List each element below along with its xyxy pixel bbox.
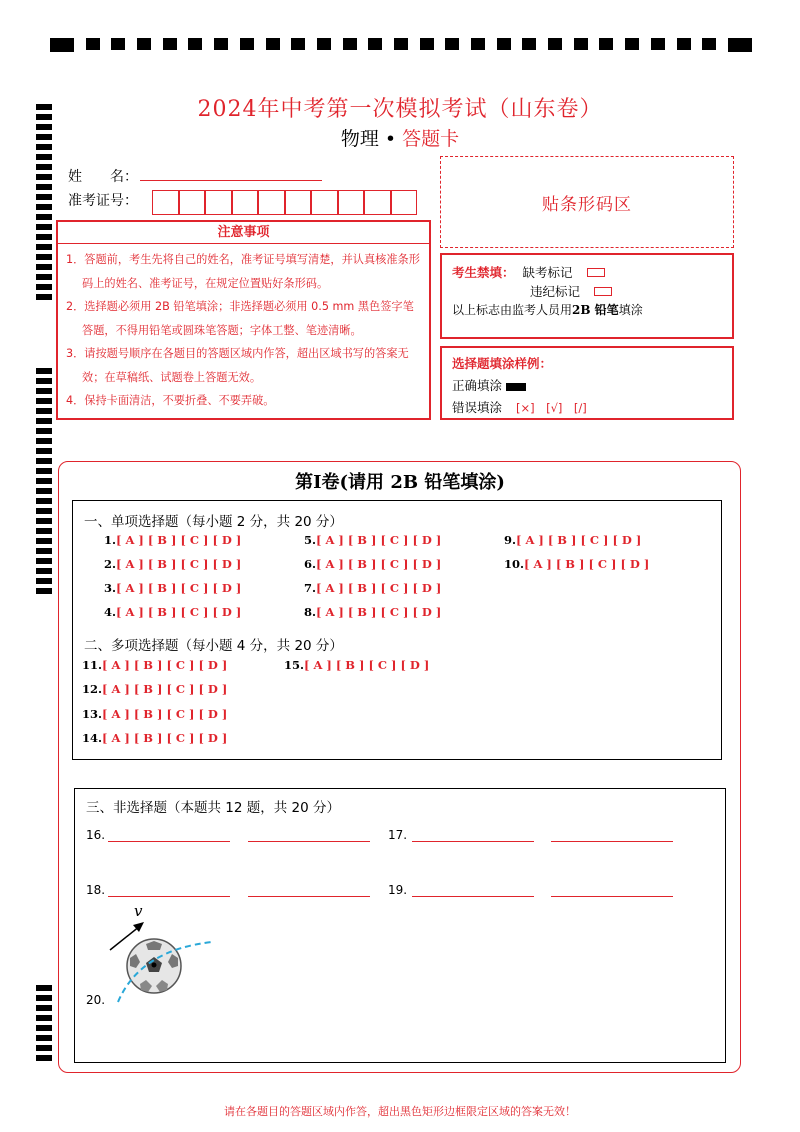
nonchoice-heading: 三、非选择题（本题共 12 题，共 20 分）: [86, 800, 341, 816]
answer-line[interactable]: [551, 896, 673, 897]
question-options[interactable]: [ A ] [ B ] [ C ] [ D ]: [316, 581, 442, 595]
question-options[interactable]: [ A ] [ B ] [ C ] [ D ]: [516, 533, 642, 547]
footer-warning: 请在各题目的答题区域内作答，超出黑色矩形边框限定区域的答案无效！: [224, 1105, 576, 1118]
subtitle-dot: •: [384, 128, 397, 150]
soccer-ball-diagram: [100, 910, 230, 1010]
question-7[interactable]: [304, 581, 441, 595]
question-options[interactable]: [ A ] [ B ] [ C ] [ D ]: [116, 581, 242, 595]
id-box[interactable]: [364, 190, 391, 215]
question-6[interactable]: [304, 557, 441, 571]
id-box[interactable]: [338, 190, 365, 215]
name-label: 姓 名：: [68, 169, 138, 185]
wrong-marks: [×] [√] [/]: [516, 401, 587, 415]
question-options[interactable]: [ A ] [ B ] [ C ] [ D ]: [102, 731, 228, 745]
left-timing-marks-bottom: [36, 985, 52, 1061]
question-5[interactable]: [304, 533, 441, 547]
question-2[interactable]: [104, 557, 241, 571]
notice-item: 2．选择题必须用 2B 铅笔填涂；非选择题必须用 0.5 mm 黑色签字笔答题，不得用铅笔或圆珠笔答题；字体工整、笔迹清晰。: [66, 300, 414, 337]
question-options[interactable]: [ A ] [ B ] [ C ] [ D ]: [116, 605, 242, 619]
answer-line[interactable]: [108, 896, 230, 897]
single-choice-heading: 一、单项选择题（每小题 2 分，共 20 分）: [84, 514, 343, 530]
item-19-label: 19.: [388, 883, 408, 897]
absent-label: 缺考标记: [522, 265, 573, 280]
question-number: 15.: [284, 658, 305, 672]
notice-box: [56, 220, 431, 420]
question-number: 2.: [104, 557, 117, 571]
answer-line[interactable]: [412, 896, 534, 897]
question-number: 13.: [82, 707, 103, 721]
sample-wrong-row: [452, 398, 587, 416]
question-number: 14.: [82, 731, 103, 745]
question-9[interactable]: [504, 533, 641, 547]
forbid-note-pre: 以上标志由监考人员用: [452, 303, 573, 317]
question-8[interactable]: [304, 605, 441, 619]
item-17-label: 17.: [388, 828, 408, 842]
absent-mark-box[interactable]: [587, 268, 605, 277]
question-number: 12.: [82, 682, 103, 696]
item-18-label: 18.: [86, 883, 106, 897]
notice-item: 3．请按题号顺序在各题目的答题区域内作答，超出区域书写的答案无效；在草稿纸、试题卷上答题无效。: [66, 347, 409, 384]
violation-mark-box[interactable]: [594, 287, 612, 296]
question-1[interactable]: [104, 533, 241, 547]
question-options[interactable]: [ A ] [ B ] [ C ] [ D ]: [116, 533, 242, 547]
question-number: 7.: [304, 581, 317, 595]
correct-label: 正确填涂: [452, 378, 503, 393]
exam-title: 2024年中考第一次模拟考试（山东卷）: [197, 97, 603, 122]
question-13[interactable]: [82, 707, 227, 721]
item-20-label: 20.: [86, 993, 106, 1007]
velocity-label: v: [134, 902, 143, 920]
subject-label: 物理: [340, 128, 379, 150]
question-number: 8.: [304, 605, 317, 619]
question-number: 9.: [504, 533, 517, 547]
sample-box: [440, 346, 734, 420]
id-box[interactable]: [258, 190, 285, 215]
id-box[interactable]: [205, 190, 232, 215]
name-field[interactable]: [140, 180, 322, 181]
filled-sample: [506, 383, 526, 391]
id-box[interactable]: [391, 190, 418, 215]
exam-id-boxes[interactable]: [152, 190, 417, 215]
id-box[interactable]: [285, 190, 312, 215]
forbid-heading: 考生禁填：: [452, 265, 515, 280]
id-label: 准考证号：: [68, 193, 138, 209]
wrong-label: 错误填涂: [452, 400, 503, 415]
question-number: 10.: [504, 557, 525, 571]
question-4[interactable]: [104, 605, 241, 619]
id-box[interactable]: [311, 190, 338, 215]
question-15[interactable]: [284, 658, 429, 672]
answer-line[interactable]: [551, 841, 673, 842]
forbid-note-post: 填涂: [618, 303, 643, 317]
notice-heading: 注意事项: [58, 222, 429, 244]
question-options[interactable]: [ A ] [ B ] [ C ] [ D ]: [316, 605, 442, 619]
question-number: 11.: [82, 658, 103, 672]
answer-line[interactable]: [248, 841, 370, 842]
question-number: 1.: [104, 533, 117, 547]
answer-line[interactable]: [412, 841, 534, 842]
question-options[interactable]: [ A ] [ B ] [ C ] [ D ]: [304, 658, 430, 672]
answer-line[interactable]: [108, 841, 230, 842]
sample-heading: 选择题填涂样例：: [452, 356, 553, 371]
question-number: 4.: [104, 605, 117, 619]
question-options[interactable]: [ A ] [ B ] [ C ] [ D ]: [102, 658, 228, 672]
question-options[interactable]: [ A ] [ B ] [ C ] [ D ]: [316, 533, 442, 547]
multi-choice-heading: 二、多项选择题（每小题 4 分，共 20 分）: [84, 638, 343, 654]
violation-label: 违纪标记: [530, 284, 581, 299]
question-number: 6.: [304, 557, 317, 571]
barcode-label: 贴条形码区: [542, 194, 632, 215]
question-options[interactable]: [ A ] [ B ] [ C ] [ D ]: [524, 557, 650, 571]
question-number: 3.: [104, 581, 117, 595]
ball-center-dot: [152, 963, 157, 968]
notice-item: 1．答题前，考生先将自己的姓名，准考证号填写清楚，并认真核准条形码上的姓名、准考证号，在规定位置贴好条形码。: [66, 253, 420, 290]
question-3[interactable]: [104, 581, 241, 595]
notice-item: 4．保持卡面清洁，不要折叠、不要弄破。: [66, 394, 275, 407]
question-10[interactable]: [504, 557, 649, 571]
top-timing-marks: [50, 38, 752, 52]
card-label: 答题卡: [402, 128, 460, 150]
question-options[interactable]: [ A ] [ B ] [ C ] [ D ]: [102, 682, 228, 696]
question-14[interactable]: [82, 731, 227, 745]
barcode-area: [440, 156, 734, 248]
question-number: 5.: [304, 533, 317, 547]
forbid-box: [440, 253, 734, 339]
section-1-title: 第Ⅰ卷(请用 2B 铅笔填涂): [295, 472, 505, 493]
item-16-label: 16.: [86, 828, 106, 842]
id-box[interactable]: [152, 190, 179, 215]
id-box[interactable]: [179, 190, 206, 215]
question-options[interactable]: [ A ] [ B ] [ C ] [ D ]: [102, 707, 228, 721]
question-options[interactable]: [ A ] [ B ] [ C ] [ D ]: [316, 557, 442, 571]
sample-correct-row: [452, 376, 526, 394]
exam-subtitle: [0, 124, 800, 151]
question-options[interactable]: [ A ] [ B ] [ C ] [ D ]: [116, 557, 242, 571]
answer-line[interactable]: [248, 896, 370, 897]
question-11[interactable]: [82, 658, 227, 672]
id-box[interactable]: [232, 190, 259, 215]
forbid-note-bold: 2B 铅笔: [572, 303, 619, 317]
question-12[interactable]: [82, 682, 227, 696]
